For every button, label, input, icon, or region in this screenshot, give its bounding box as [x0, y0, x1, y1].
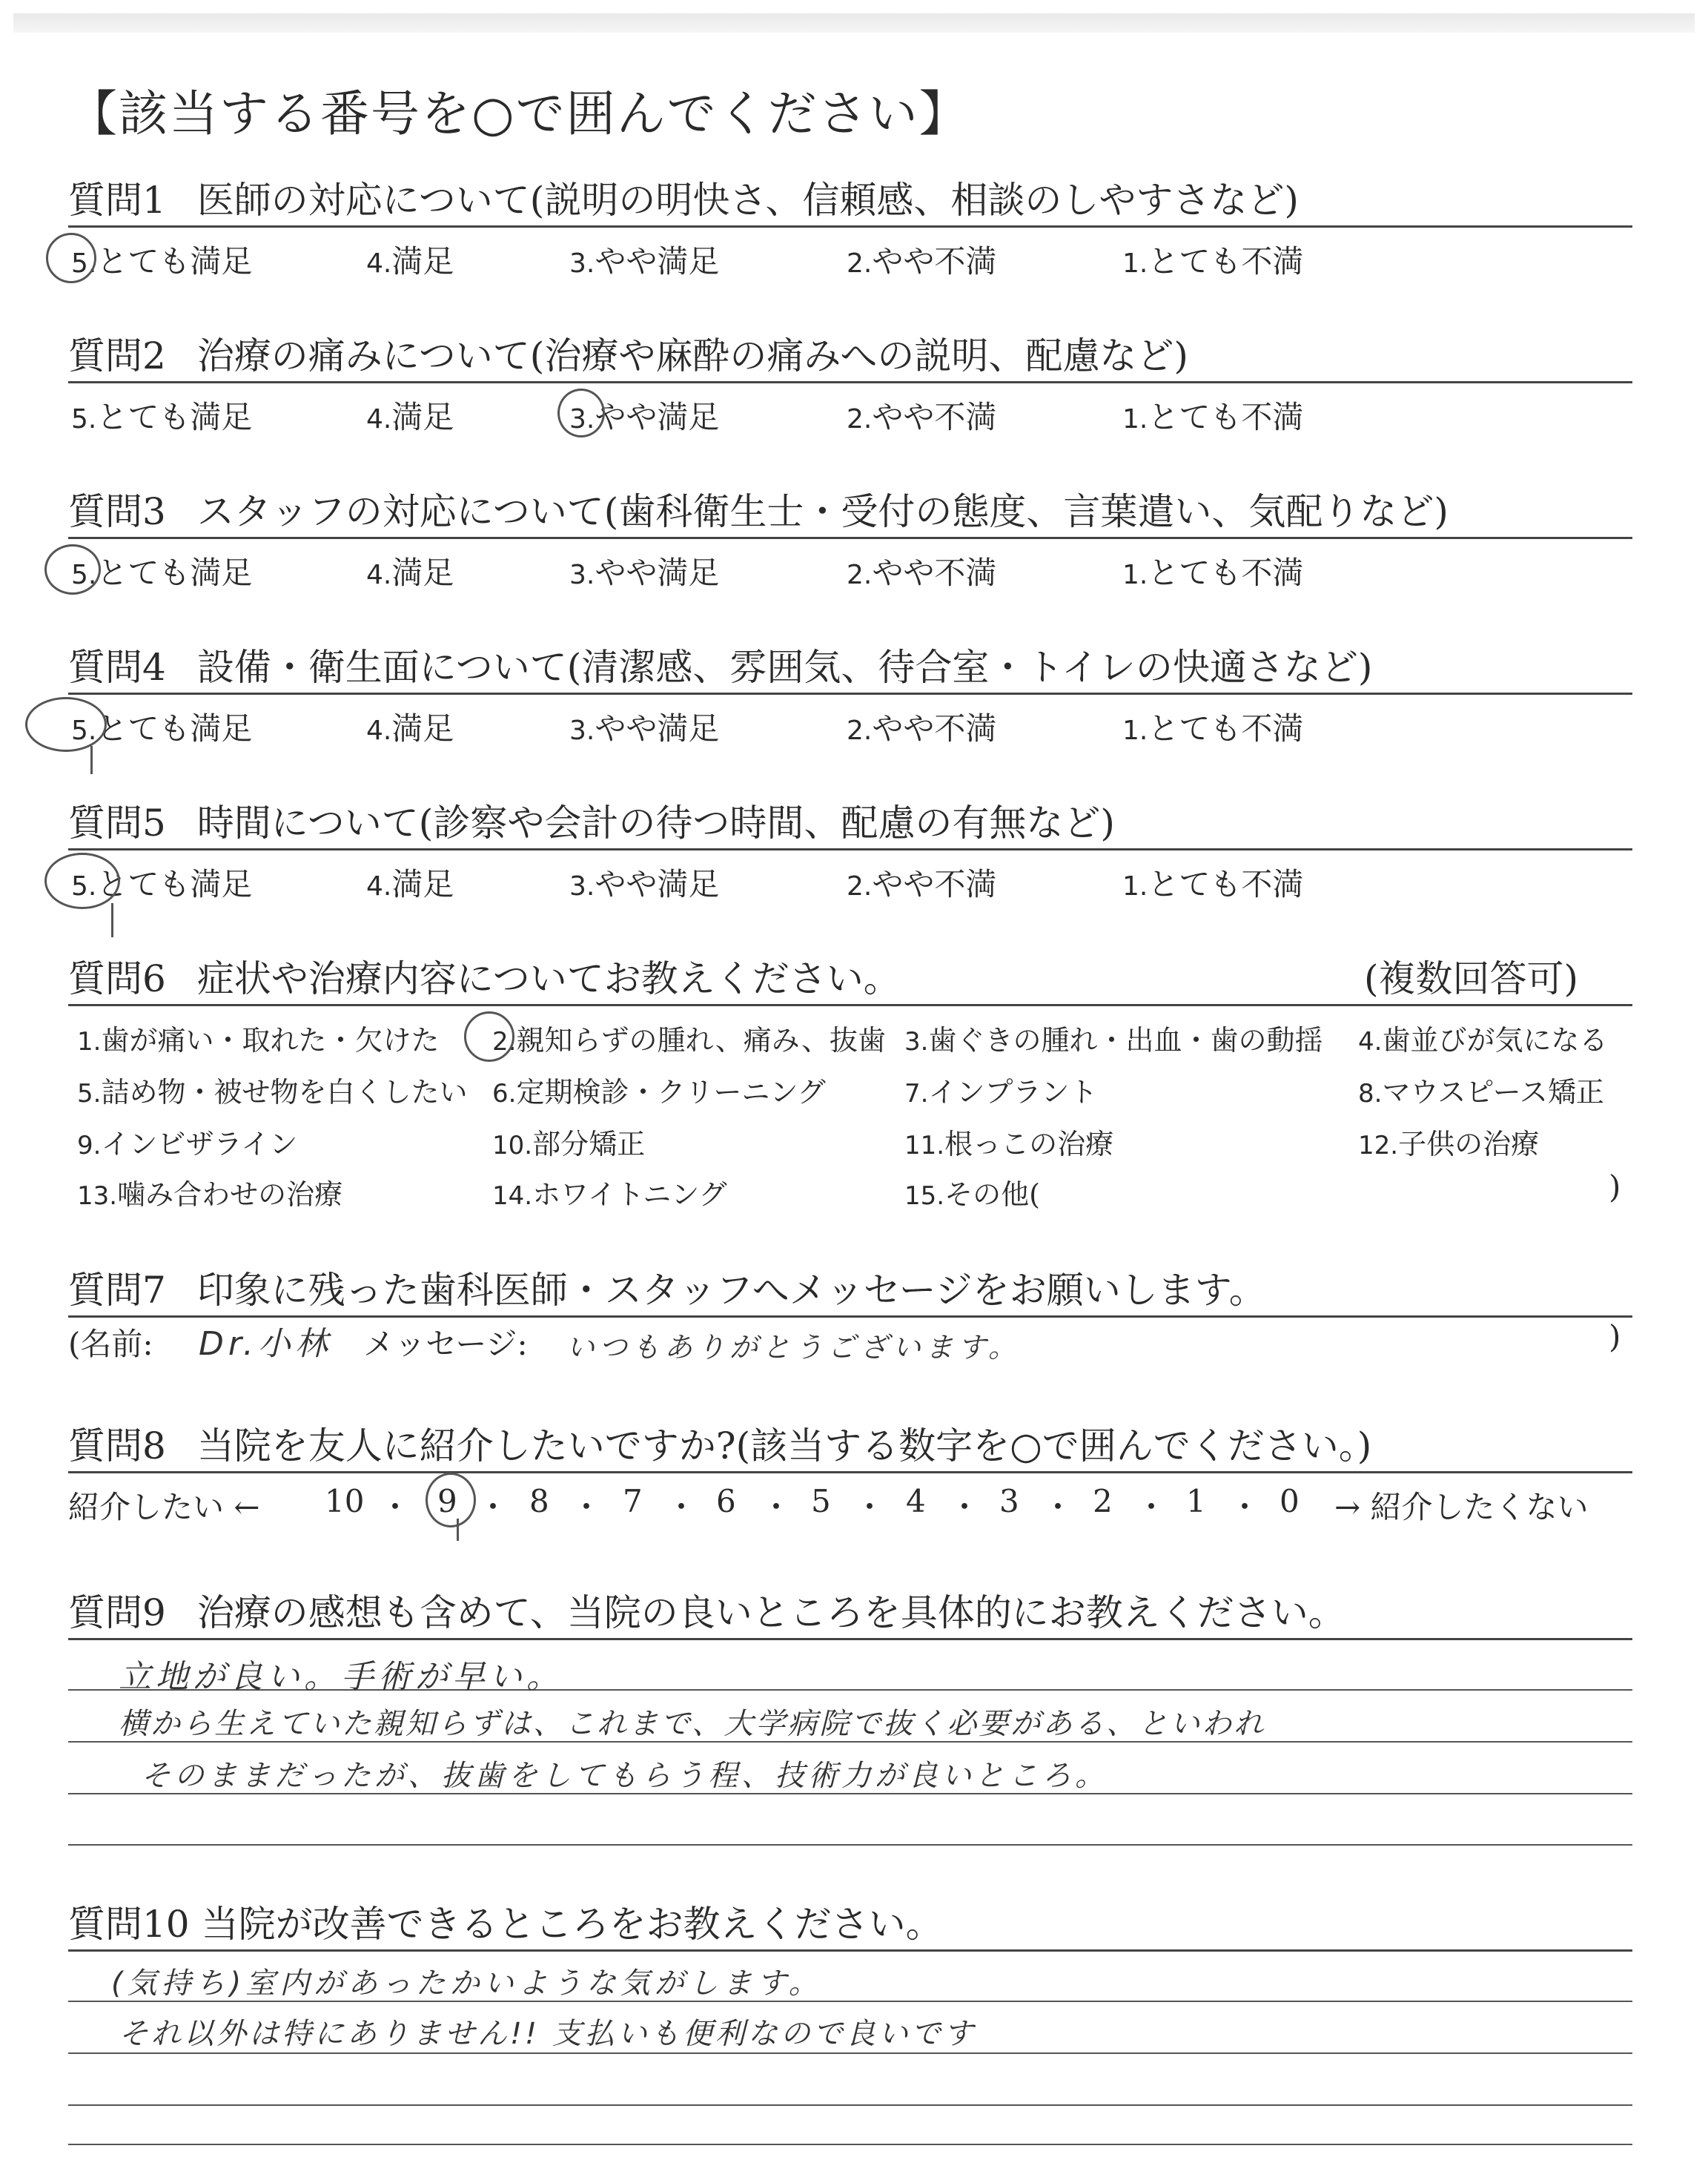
- option-4[interactable]: 4.満足: [366, 243, 454, 280]
- selection-circle: [44, 853, 120, 909]
- message-close-paren: ): [1609, 1318, 1621, 1355]
- option-2[interactable]: 2.やや不満: [847, 555, 997, 591]
- page-title: 【該当する番号を○で囲んでください】: [68, 85, 970, 142]
- option-2[interactable]: 2.やや不満: [847, 866, 997, 902]
- option-1[interactable]: 1.とても不満: [1122, 555, 1304, 591]
- option-1[interactable]: 1.とても不満: [1122, 399, 1304, 435]
- question-title: [68, 949, 901, 1003]
- question-number: 質問9: [68, 1591, 166, 1634]
- question-number: 質問3: [68, 490, 166, 533]
- question-3: [0, 482, 1708, 630]
- answer-line: [68, 1949, 1632, 1952]
- question-text: スタッフの対応について(歯科衛生士・受付の態度、言葉遣い、気配りなど): [196, 490, 1449, 533]
- scale-value-6[interactable]: 6: [716, 1483, 736, 1519]
- answer-line: [68, 2052, 1632, 2054]
- scale-sep: ・: [1229, 1489, 1261, 1525]
- question-text: 印象に残った歯科医師・スタッフへメッセージをお願いします。: [196, 1269, 1266, 1312]
- symptom-option-15[interactable]: 15.その他(: [904, 1178, 1040, 1211]
- scale-value-5[interactable]: 5: [811, 1483, 831, 1519]
- option-5[interactable]: 5.とても満足: [71, 555, 253, 591]
- scale-value-1[interactable]: 1: [1186, 1483, 1206, 1519]
- question-title: [68, 793, 1115, 847]
- question-rule: [68, 381, 1632, 383]
- symptom-option-12[interactable]: 12.子供の治療: [1358, 1128, 1540, 1160]
- option-4[interactable]: 4.満足: [366, 710, 454, 747]
- selection-circle-tail: [111, 903, 113, 937]
- option-5[interactable]: 5.とても満足: [71, 710, 253, 747]
- answer-text-line: 横から生えていた親知らずは、これまで、大学病院で抜く必要がある、といわれ: [119, 1707, 1266, 1741]
- scale-sep: ・: [477, 1489, 509, 1525]
- question-number: 質問1: [68, 179, 166, 222]
- scan-top-band: [13, 13, 1695, 33]
- option-3[interactable]: 3.やや満足: [569, 710, 720, 747]
- option-1[interactable]: 1.とても不満: [1122, 866, 1304, 902]
- option-3[interactable]: 3.やや満足: [569, 243, 720, 280]
- rating-options: [68, 393, 1632, 437]
- question-rule: [68, 537, 1632, 539]
- question-7: [0, 1261, 1708, 1379]
- rating-options: [68, 860, 1632, 905]
- scale-sep: ・: [1042, 1489, 1074, 1525]
- question-text: 医師の対応について(説明の明快さ、信頼感、相談のしやすさなど): [196, 179, 1299, 222]
- question-title: [68, 638, 1372, 691]
- selection-circle: [44, 544, 101, 595]
- other-close-paren: ): [1609, 1169, 1621, 1205]
- question-number: 質問10: [68, 1903, 190, 1946]
- option-5[interactable]: 5.とても満足: [71, 399, 253, 435]
- question-5: [0, 793, 1708, 942]
- option-3[interactable]: 3.やや満足: [569, 866, 720, 902]
- question-text: 治療の感想も含めて、当院の良いところを具体的にお教えください。: [196, 1591, 1345, 1634]
- scale-sep: ・: [380, 1489, 411, 1525]
- symptom-option-1[interactable]: 1.歯が痛い・取れた・欠けた: [77, 1024, 440, 1057]
- option-3[interactable]: 3.やや満足: [569, 399, 720, 435]
- scale-sep: ・: [949, 1489, 981, 1525]
- scale-sep: ・: [666, 1489, 698, 1525]
- option-4[interactable]: 4.満足: [366, 555, 454, 591]
- message-value[interactable]: いつもありがとうございます。: [566, 1331, 1021, 1364]
- question-text: 症状や治療内容についてお教えください。: [196, 957, 901, 1000]
- symptom-option-8[interactable]: 8.マウスピース矯正: [1358, 1076, 1604, 1109]
- symptom-option-13[interactable]: 13.噛み合わせの治療: [77, 1178, 343, 1211]
- scale-sep: ・: [1136, 1489, 1168, 1525]
- symptom-option-9[interactable]: 9.インビザライン: [77, 1128, 298, 1160]
- symptom-option-11[interactable]: 11.根っこの治療: [904, 1128, 1114, 1160]
- question-rule: [68, 1471, 1632, 1473]
- scale-right-label: → 紹介したくない: [1334, 1489, 1589, 1525]
- rating-options: [68, 237, 1632, 282]
- question-text: 当院が改善できるところをお教えください。: [201, 1903, 943, 1946]
- question-title: [68, 1416, 1371, 1470]
- answer-line: [68, 2104, 1632, 2106]
- answer-line: [68, 1844, 1632, 1846]
- option-5[interactable]: 5.とても満足: [71, 243, 253, 280]
- question-text: 当院を友人に紹介したいですか?(該当する数字を○で囲んでください。): [196, 1424, 1372, 1467]
- selection-circle: [25, 697, 107, 752]
- question-rule: [68, 693, 1632, 695]
- option-4[interactable]: 4.満足: [366, 866, 454, 902]
- question-title: [68, 482, 1449, 535]
- question-number: 質問8: [68, 1424, 166, 1467]
- selection-circle: [557, 389, 605, 437]
- scale-value-0[interactable]: 0: [1280, 1483, 1300, 1519]
- question-title: [68, 1261, 1266, 1314]
- scale-value-9[interactable]: 9: [437, 1483, 457, 1519]
- question-4: [0, 638, 1708, 786]
- question-1: [0, 171, 1708, 319]
- symptom-option-14[interactable]: 14.ホワイトニング: [492, 1178, 727, 1211]
- question-10: [0, 1895, 1708, 2147]
- rating-options: [68, 549, 1632, 593]
- answer-text-line: 立地が良い。手術が早い。: [119, 1658, 563, 1696]
- question-title: [68, 1895, 943, 1948]
- name-label: (名前:: [68, 1326, 153, 1362]
- answer-text-line: (気持ち)室内があったかいような気がします。: [111, 1966, 823, 2001]
- scale-sep: ・: [761, 1489, 792, 1525]
- scale-value-2[interactable]: 2: [1093, 1483, 1113, 1519]
- name-value[interactable]: Dr.小林: [199, 1325, 332, 1363]
- question-note: (複数回答可): [1364, 957, 1579, 1000]
- scale-sep: ・: [854, 1489, 886, 1525]
- question-title: [68, 326, 1188, 380]
- question-9: [0, 1583, 1708, 1850]
- message-label: メッセージ:: [363, 1326, 528, 1362]
- selection-circle: [426, 1473, 476, 1527]
- scale-sep: ・: [571, 1489, 603, 1525]
- option-2[interactable]: 2.やや不満: [847, 399, 997, 435]
- rating-options: [68, 704, 1632, 749]
- question-number: 質問2: [68, 334, 166, 377]
- symptom-option-5[interactable]: 5.詰め物・被せ物を白くしたい: [77, 1076, 468, 1109]
- question-number: 質問7: [68, 1269, 166, 1312]
- symptom-option-4[interactable]: 4.歯並びが気になる: [1358, 1024, 1608, 1057]
- question-number: 質問4: [68, 646, 166, 689]
- question-2: [0, 326, 1708, 475]
- question-number: 質問6: [68, 957, 166, 1000]
- question-6: [0, 949, 1708, 1216]
- selection-circle: [464, 1011, 514, 1062]
- selection-circle-tail: [90, 746, 93, 774]
- scale-value-3[interactable]: 3: [999, 1483, 1019, 1519]
- symptom-option-3[interactable]: 3.歯ぐきの腫れ・出血・歯の動揺: [904, 1024, 1323, 1057]
- question-text: 治療の痛みについて(治療や麻酔の痛みへの説明、配慮など): [196, 334, 1188, 377]
- question-title: [68, 171, 1299, 224]
- symptom-option-10[interactable]: 10.部分矯正: [492, 1128, 646, 1160]
- scale-value-10[interactable]: 10: [325, 1483, 365, 1519]
- question-rule: [68, 225, 1632, 228]
- question-number: 質問5: [68, 802, 166, 845]
- option-4[interactable]: 4.満足: [366, 399, 454, 435]
- question-text: 時間について(診察や会計の待つ時間、配慮の有無など): [196, 802, 1115, 845]
- answer-text-line: そのままだったが、抜歯をしてもらう程、技術力が良いところ。: [141, 1759, 1108, 1793]
- question-text: 設備・衛生面について(清潔感、雰囲気、待合室・トイレの快適さなど): [196, 646, 1373, 689]
- scale-left-label: 紹介したい ←: [68, 1489, 260, 1525]
- question-rule: [68, 848, 1632, 851]
- answer-line: [68, 1638, 1632, 1640]
- selection-circle-tail: [457, 1519, 459, 1541]
- answer-text-line: それ以外は特にありません!! 支払いも便利なので良いです: [119, 2017, 976, 2051]
- option-3[interactable]: 3.やや満足: [569, 555, 720, 591]
- scale-value-8[interactable]: 8: [529, 1483, 549, 1519]
- scale-value-7[interactable]: 7: [623, 1483, 643, 1519]
- question-rule: [68, 1004, 1632, 1006]
- option-1[interactable]: 1.とても不満: [1122, 243, 1304, 280]
- symptom-option-7[interactable]: 7.インプラント: [904, 1076, 1098, 1109]
- option-5[interactable]: 5.とても満足: [71, 866, 253, 902]
- symptom-option-2[interactable]: 2.親知らずの腫れ、痛み、抜歯: [492, 1024, 887, 1057]
- symptom-option-6[interactable]: 6.定期検診・クリーニング: [492, 1076, 826, 1109]
- answer-line: [68, 2144, 1632, 2145]
- option-1[interactable]: 1.とても不満: [1122, 710, 1304, 747]
- question-title: [68, 1583, 1345, 1636]
- scale-value-4[interactable]: 4: [906, 1483, 926, 1519]
- option-2[interactable]: 2.やや不満: [847, 710, 997, 747]
- selection-circle: [46, 233, 96, 283]
- option-2[interactable]: 2.やや不満: [847, 243, 997, 280]
